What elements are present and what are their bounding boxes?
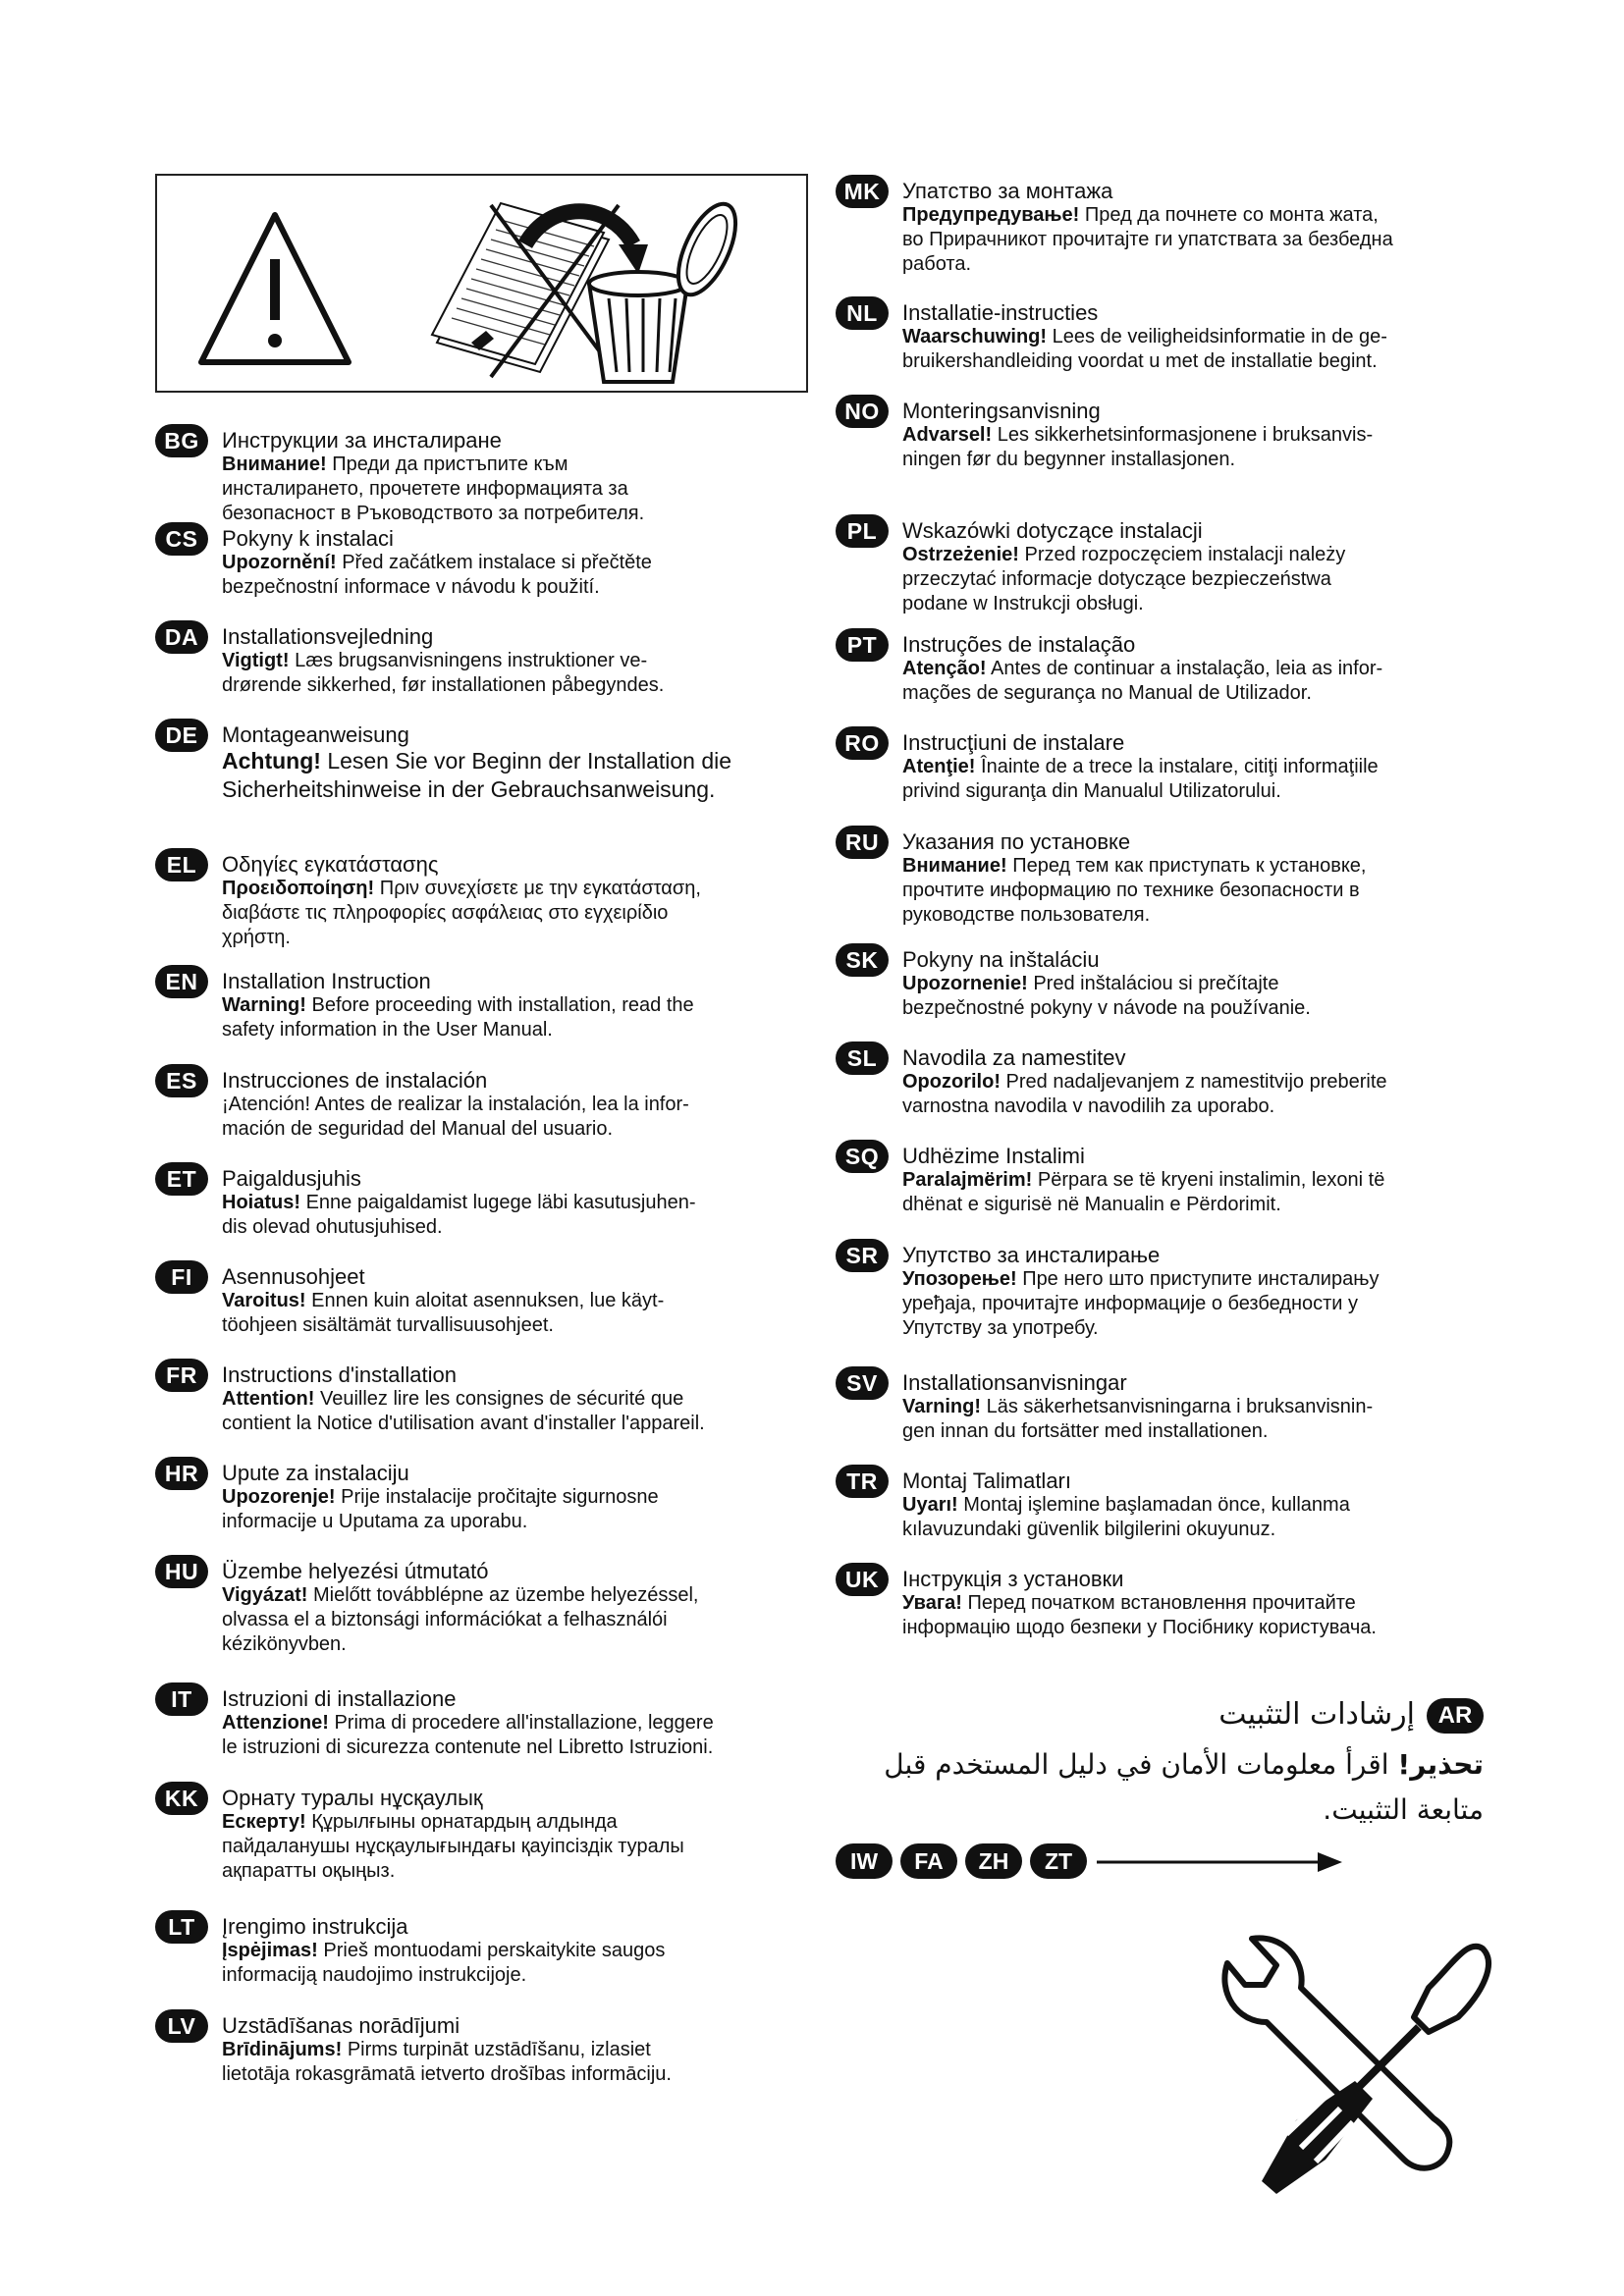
entry-title: Instrucţiuni de instalare bbox=[902, 730, 1125, 755]
language-badge-sr: SR bbox=[836, 1239, 889, 1272]
language-entry-lt bbox=[155, 1910, 823, 1988]
entry-body-line: Lees de veiligheidsinformatie in de ge- bbox=[1052, 326, 1387, 347]
entry-title: Monteringsanvisning bbox=[902, 399, 1101, 423]
language-badge-cs: CS bbox=[155, 522, 208, 556]
language-entry-pl bbox=[836, 514, 1503, 616]
entry-title: Paigaldusjuhis bbox=[222, 1166, 361, 1191]
language-entry-kk bbox=[155, 1782, 823, 1884]
entry-warning: Įspėjimas! bbox=[222, 1940, 318, 1961]
entry-body-line: le istruzioni di sicurezza contenute nel Libretto Istruzioni. bbox=[222, 1736, 714, 1758]
entry-warning: Внимание! bbox=[902, 855, 1007, 877]
language-entry-et bbox=[155, 1162, 823, 1240]
entry-body-line: Lesen Sie vor Beginn der Installation die bbox=[327, 748, 732, 774]
entry-title: Instructions d'installation bbox=[222, 1362, 457, 1387]
screwdriver-icon bbox=[1262, 1947, 1489, 2194]
entry-warning: Hoiatus! bbox=[222, 1192, 300, 1213]
entry-body-line: χρήστη. bbox=[222, 927, 291, 948]
language-entry-de bbox=[155, 719, 823, 804]
language-badge-ro: RO bbox=[836, 726, 889, 760]
entry-title: Installation Instruction bbox=[222, 969, 431, 993]
entry-body-line: informaciją naudojimo instrukcijoje. bbox=[222, 1964, 527, 1986]
language-entry-mk bbox=[836, 175, 1503, 277]
language-badge-fi: FI bbox=[155, 1260, 208, 1294]
language-entry-ro bbox=[836, 726, 1503, 804]
entry-title: Wskazówki dotyczące instalacji bbox=[902, 518, 1203, 543]
entry-warning: Ескерту! bbox=[222, 1811, 306, 1833]
language-badge-zt: ZT bbox=[1030, 1843, 1087, 1879]
language-badge-lv: LV bbox=[155, 2009, 208, 2043]
entry-body-line: Prije instalacije pročitajte sigurnosne bbox=[341, 1486, 659, 1508]
entry-warning: Opozorilo! bbox=[902, 1071, 1001, 1093]
entry-title: Installationsvejledning bbox=[222, 624, 434, 649]
language-badge-tr: TR bbox=[836, 1465, 889, 1498]
language-entry-hu bbox=[155, 1555, 823, 1657]
entry-body-line: Ennen kuin aloitat asennuksen, lue käyt- bbox=[311, 1290, 665, 1311]
language-badge-sl: SL bbox=[836, 1041, 889, 1075]
language-entry-hr bbox=[155, 1457, 823, 1534]
entry-body-line: bezpečnostné pokyny v návode na používanie. bbox=[902, 997, 1311, 1019]
language-entry-pt bbox=[836, 628, 1503, 706]
language-badge-el: EL bbox=[155, 848, 208, 881]
language-badge-sq: SQ bbox=[836, 1140, 889, 1173]
entry-body-line: прочтите информацию по технике безопасности в bbox=[902, 880, 1360, 901]
language-badge-pt: PT bbox=[836, 628, 889, 662]
language-entry-el bbox=[155, 848, 823, 950]
entry-body-line: przeczytać informacje dotyczące bezpieczeństwa bbox=[902, 568, 1331, 590]
language-badge-de: DE bbox=[155, 719, 208, 752]
language-badge-mk: MK bbox=[836, 175, 889, 208]
language-badge-sk: SK bbox=[836, 943, 889, 977]
entry-body-line: töohjeen sisältämät turvallisuusohjeet. bbox=[222, 1314, 554, 1336]
entry-title: Instrucciones de instalación bbox=[222, 1068, 488, 1093]
entry-body-line: Преди да пристъпите към bbox=[332, 454, 568, 475]
language-entry-tr bbox=[836, 1465, 1503, 1542]
entry-body-line: informacije u Uputama za uporabu. bbox=[222, 1511, 528, 1532]
exclamation-dot bbox=[268, 334, 282, 347]
language-badge-zh: ZH bbox=[965, 1843, 1022, 1879]
entry-body-line: Mielőtt továbblépne az üzembe helyezéssel, bbox=[313, 1584, 699, 1606]
language-badge-it: IT bbox=[155, 1682, 208, 1716]
entry-body-line: safety information in the User Manual. bbox=[222, 1019, 553, 1041]
entry-body-line: Пре него што приступите инсталирању bbox=[1022, 1268, 1380, 1290]
entry-warning: Attention! bbox=[222, 1388, 315, 1410]
arabic-entry bbox=[836, 1695, 1484, 1833]
language-badge-sv: SV bbox=[836, 1366, 889, 1400]
language-entry-nl bbox=[836, 296, 1503, 374]
entry-title: Pokyny k instalaci bbox=[222, 526, 394, 551]
entry-warning: Упозорење! bbox=[902, 1268, 1017, 1290]
language-entry-sk bbox=[836, 943, 1503, 1021]
entry-body-line: уређаја, прочитајте информације о безбедности у bbox=[902, 1293, 1359, 1314]
entry-warning: Atenção! bbox=[902, 658, 987, 679]
entry-body-line: privind siguranţa din Manualul Utilizatorului. bbox=[902, 780, 1281, 802]
entry-body-line: ningen før du begynner installasjonen. bbox=[902, 449, 1236, 470]
entry-body-line: Перед початком встановлення прочитайте bbox=[967, 1592, 1356, 1614]
language-badge-fr: FR bbox=[155, 1359, 208, 1392]
entry-title: Installationsanvisningar bbox=[902, 1370, 1127, 1395]
language-badge-uk: UK bbox=[836, 1563, 889, 1596]
entry-warning: Внимание! bbox=[222, 454, 327, 475]
manual-booklet-icon bbox=[432, 203, 609, 372]
language-badge-en: EN bbox=[155, 965, 208, 998]
entry-body-line: Les sikkerhetsinformasjonene i bruksanvis- bbox=[997, 424, 1374, 446]
entry-warning: Brīdinājums! bbox=[222, 2039, 343, 2060]
language-entry-lv bbox=[155, 2009, 823, 2087]
entry-title: Упатство за монтажа bbox=[902, 179, 1113, 203]
entry-body-line: drørende sikkerhed, før installationen påbegyndes. bbox=[222, 674, 665, 696]
entry-body-line: διαβάστε τις πληροφορίες ασφάλειας στο εγχειρίδιο bbox=[222, 902, 669, 924]
entry-warning: Ostrzeżenie! bbox=[902, 544, 1019, 565]
entry-warning-ar: تحذير! bbox=[1397, 1748, 1484, 1781]
entry-body-line: Prieš montuodami perskaitykite saugos bbox=[323, 1940, 666, 1961]
language-badge-ru: RU bbox=[836, 826, 889, 859]
language-badge-pl: PL bbox=[836, 514, 889, 548]
language-entry-sv bbox=[836, 1366, 1503, 1444]
entry-body-ar-line2: متابعة التثبيت. bbox=[1323, 1793, 1484, 1826]
entry-title: Указания по установке bbox=[902, 829, 1131, 854]
language-badge-es: ES bbox=[155, 1064, 208, 1097]
entry-body-line: varnostna navodila v navodilih za uporabo. bbox=[902, 1095, 1275, 1117]
entry-warning: Uyarı! bbox=[902, 1494, 958, 1516]
language-entry-uk bbox=[836, 1563, 1503, 1640]
language-entry-fr bbox=[155, 1359, 823, 1436]
entry-title: Pokyny na inštaláciu bbox=[902, 947, 1100, 972]
entry-body-line: Përpara se të kryeni instalimin, lexoni të bbox=[1037, 1169, 1385, 1191]
entry-title: Asennusohjeet bbox=[222, 1264, 365, 1289]
entry-title: Istruzioni di installazione bbox=[222, 1686, 457, 1711]
language-entry-da bbox=[155, 620, 823, 698]
entry-title: Οδηγίες εγκατάστασης bbox=[222, 852, 439, 877]
entry-title: Montaj Talimatları bbox=[902, 1468, 1071, 1493]
language-entry-cs bbox=[155, 522, 823, 600]
language-badge-da: DA bbox=[155, 620, 208, 654]
entry-body-line: Enne paigaldamist lugege läbi kasutusjuhen- bbox=[305, 1192, 696, 1213]
language-entry-es bbox=[155, 1064, 823, 1142]
entry-body-line: dhënat e sigurisë në Manualin e Përdorimit. bbox=[902, 1194, 1281, 1215]
entry-body-line: работа. bbox=[902, 253, 971, 275]
entry-body-line: Құрылғыны орнатардың алдында bbox=[311, 1811, 618, 1833]
entry-warning: Advarsel! bbox=[902, 424, 993, 446]
language-badge-no: NO bbox=[836, 395, 889, 428]
entry-body-line: Пред да почнете со монта жата, bbox=[1084, 204, 1379, 226]
entry-body-line: Упутству за употребу. bbox=[902, 1317, 1099, 1339]
language-entry-sl bbox=[836, 1041, 1503, 1119]
entry-warning: Upozornenie! bbox=[902, 973, 1028, 994]
entry-title: Navodila za namestitev bbox=[902, 1045, 1126, 1070]
language-badge-bg: BG bbox=[155, 424, 208, 457]
entry-title: Uzstādīšanas norādījumi bbox=[222, 2013, 460, 2038]
entry-body-line: Læs brugsanvisningens instruktioner ve- bbox=[295, 650, 648, 671]
entry-body-line: mación de seguridad del Manual del usuario. bbox=[222, 1118, 614, 1140]
entry-body-line: Before proceeding with installation, read the bbox=[311, 994, 694, 1016]
entry-warning: Paralajmërim! bbox=[902, 1169, 1033, 1191]
entry-body-line: во Прирачникот прочитајте ги упатствата за безбедна bbox=[902, 229, 1393, 250]
entry-body-line: Sicherheitshinweise in der Gebrauchsanweisung. bbox=[222, 776, 716, 802]
entry-warning: Vigyázat! bbox=[222, 1584, 308, 1606]
entry-body-line: dis olevad ohutusjuhised. bbox=[222, 1216, 443, 1238]
entry-body-line: contient la Notice d'utilisation avant d'installer l'appareil. bbox=[222, 1413, 705, 1434]
entry-body-line: Pred inštaláciou si prečítajte bbox=[1033, 973, 1279, 994]
entry-title: Installatie-instructies bbox=[902, 300, 1099, 325]
entry-body-line: kézikönyvben. bbox=[222, 1633, 347, 1655]
entry-body-line: Pirms turpināt uzstādīšanu, izlasiet bbox=[347, 2039, 651, 2060]
entry-body-ar-line1: اقرأ معلومات الأمان في دليل المستخدم قبل bbox=[884, 1748, 1389, 1781]
entry-body-line: Montaj işlemine başlamadan önce, kullanma bbox=[963, 1494, 1350, 1516]
language-entry-no bbox=[836, 395, 1503, 472]
language-badge-fa: FA bbox=[900, 1843, 957, 1879]
entry-body-line: bruikershandleiding voordat u met de installatie begint. bbox=[902, 350, 1378, 372]
language-entry-en bbox=[155, 965, 823, 1042]
language-entry-it bbox=[155, 1682, 823, 1760]
language-badge-et: ET bbox=[155, 1162, 208, 1196]
entry-warning: Varning! bbox=[902, 1396, 982, 1417]
entry-title-ar: إرشادات التثبيت bbox=[1218, 1697, 1415, 1732]
entry-warning: Upozornění! bbox=[222, 552, 337, 573]
other-languages-row bbox=[836, 1843, 1484, 1883]
language-entry-fi bbox=[155, 1260, 823, 1338]
entry-body-line: kılavuzundaki güvenlik bilgilerini okuyunuz. bbox=[902, 1519, 1276, 1540]
language-entry-sq bbox=[836, 1140, 1503, 1217]
entry-warning: Upozorenje! bbox=[222, 1486, 336, 1508]
entry-body-line: безопасност в Ръководството за потребителя. bbox=[222, 503, 645, 524]
entry-body-line: bezpečnostní informace v návodu k použití. bbox=[222, 576, 600, 598]
entry-body-line: инсталирането, прочетете информацията за bbox=[222, 478, 628, 500]
entry-body-line: olvassa el a biztonsági információkat a felhasználói bbox=[222, 1609, 668, 1630]
warning-pictogram-box bbox=[155, 174, 808, 393]
entry-body-line: Läs säkerhetsanvisningarna i bruksanvisnin- bbox=[986, 1396, 1374, 1417]
entry-body-line: gen innan du fortsätter med installationen. bbox=[902, 1420, 1269, 1442]
language-badge-lt: LT bbox=[155, 1910, 208, 1944]
entry-warning: Vigtigt! bbox=[222, 650, 290, 671]
entry-warning: Waarschuwing! bbox=[902, 326, 1048, 347]
entry-title: Упутство за инсталирање bbox=[902, 1243, 1161, 1267]
language-badge-kk: KK bbox=[155, 1782, 208, 1815]
entry-body-line: Przed rozpoczęciem instalacji należy bbox=[1024, 544, 1346, 565]
warning-triangle-and-recycle-icon bbox=[157, 176, 806, 391]
entry-title: Орнату туралы нұсқаулық bbox=[222, 1786, 483, 1810]
entry-body-line: Pred nadaljevanjem z namestitvijo preberite bbox=[1005, 1071, 1387, 1093]
entry-body-line: Πριν συνεχίσετε με την εγκατάσταση, bbox=[379, 878, 701, 899]
entry-title: Upute za instalaciju bbox=[222, 1461, 409, 1485]
entry-title: Udhëzime Instalimi bbox=[902, 1144, 1085, 1168]
entry-warning: Warning! bbox=[222, 994, 306, 1016]
entry-body-line: руководстве пользователя. bbox=[902, 904, 1151, 926]
entry-body-line: Înainte de a trece la instalare, citiţi informaţiile bbox=[981, 756, 1379, 777]
entry-warning: Attenzione! bbox=[222, 1712, 329, 1734]
entry-title: Инструкции за инсталиране bbox=[222, 428, 502, 453]
entry-body-line: Před začátkem instalace si přečtěte bbox=[342, 552, 652, 573]
entry-warning: Varoitus! bbox=[222, 1290, 306, 1311]
language-badge-nl: NL bbox=[836, 296, 889, 330]
entry-body-line: інформацію щодо безпеки у Посібнику користувача. bbox=[902, 1617, 1377, 1638]
entry-body-line: mações de segurança no Manual de Utilizador. bbox=[902, 682, 1312, 704]
entry-body-line: ақпаратты оқыңыз. bbox=[222, 1860, 396, 1882]
entry-warning: Atenţie! bbox=[902, 756, 976, 777]
entry-body-line: podane w Instrukcji obsługi. bbox=[902, 593, 1144, 614]
entry-body-line: ¡Atención! Antes de realizar la instalación, lea la infor- bbox=[222, 1094, 689, 1115]
entry-title: Instruções de instalação bbox=[902, 632, 1136, 657]
entry-title: Įrengimo instrukcija bbox=[222, 1914, 408, 1939]
language-entry-sr bbox=[836, 1239, 1503, 1341]
entry-title: Üzembe helyezési útmutató bbox=[222, 1559, 489, 1583]
entry-title: Montageanweisung bbox=[222, 722, 409, 747]
language-badge-hr: HR bbox=[155, 1457, 208, 1490]
language-badge-iw: IW bbox=[836, 1843, 893, 1879]
entry-warning: Предупредување! bbox=[902, 204, 1080, 226]
entry-title: Інструкція з установки bbox=[902, 1567, 1124, 1591]
language-badge-hu: HU bbox=[155, 1555, 208, 1588]
entry-body-line: Prima di procedere all'installazione, leggere bbox=[334, 1712, 714, 1734]
wrench-screwdriver-icon bbox=[1208, 1924, 1502, 2209]
entry-body-line: Antes de continuar a instalação, leia as infor- bbox=[991, 658, 1383, 679]
language-entry-bg bbox=[155, 424, 823, 526]
entry-warning: Achtung! bbox=[222, 748, 321, 774]
entry-warning: Προειδοποίηση! bbox=[222, 878, 375, 899]
exclamation-bar bbox=[270, 259, 280, 320]
arrow-right-icon bbox=[1097, 1847, 1342, 1877]
entry-body-line: Перед тем как приступать к установке, bbox=[1012, 855, 1367, 877]
entry-body-line: lietotāja rokasgrāmatā ietverto drošības informāciju. bbox=[222, 2063, 672, 2085]
entry-body-line: пайдаланушы нұсқаулығындағы қауіпсіздік туралы bbox=[222, 1836, 684, 1857]
entry-body-line: Veuillez lire les consignes de sécurité que bbox=[319, 1388, 684, 1410]
language-entry-ru bbox=[836, 826, 1503, 928]
language-badge-ar: AR bbox=[1427, 1698, 1484, 1734]
entry-warning: Увага! bbox=[902, 1592, 962, 1614]
